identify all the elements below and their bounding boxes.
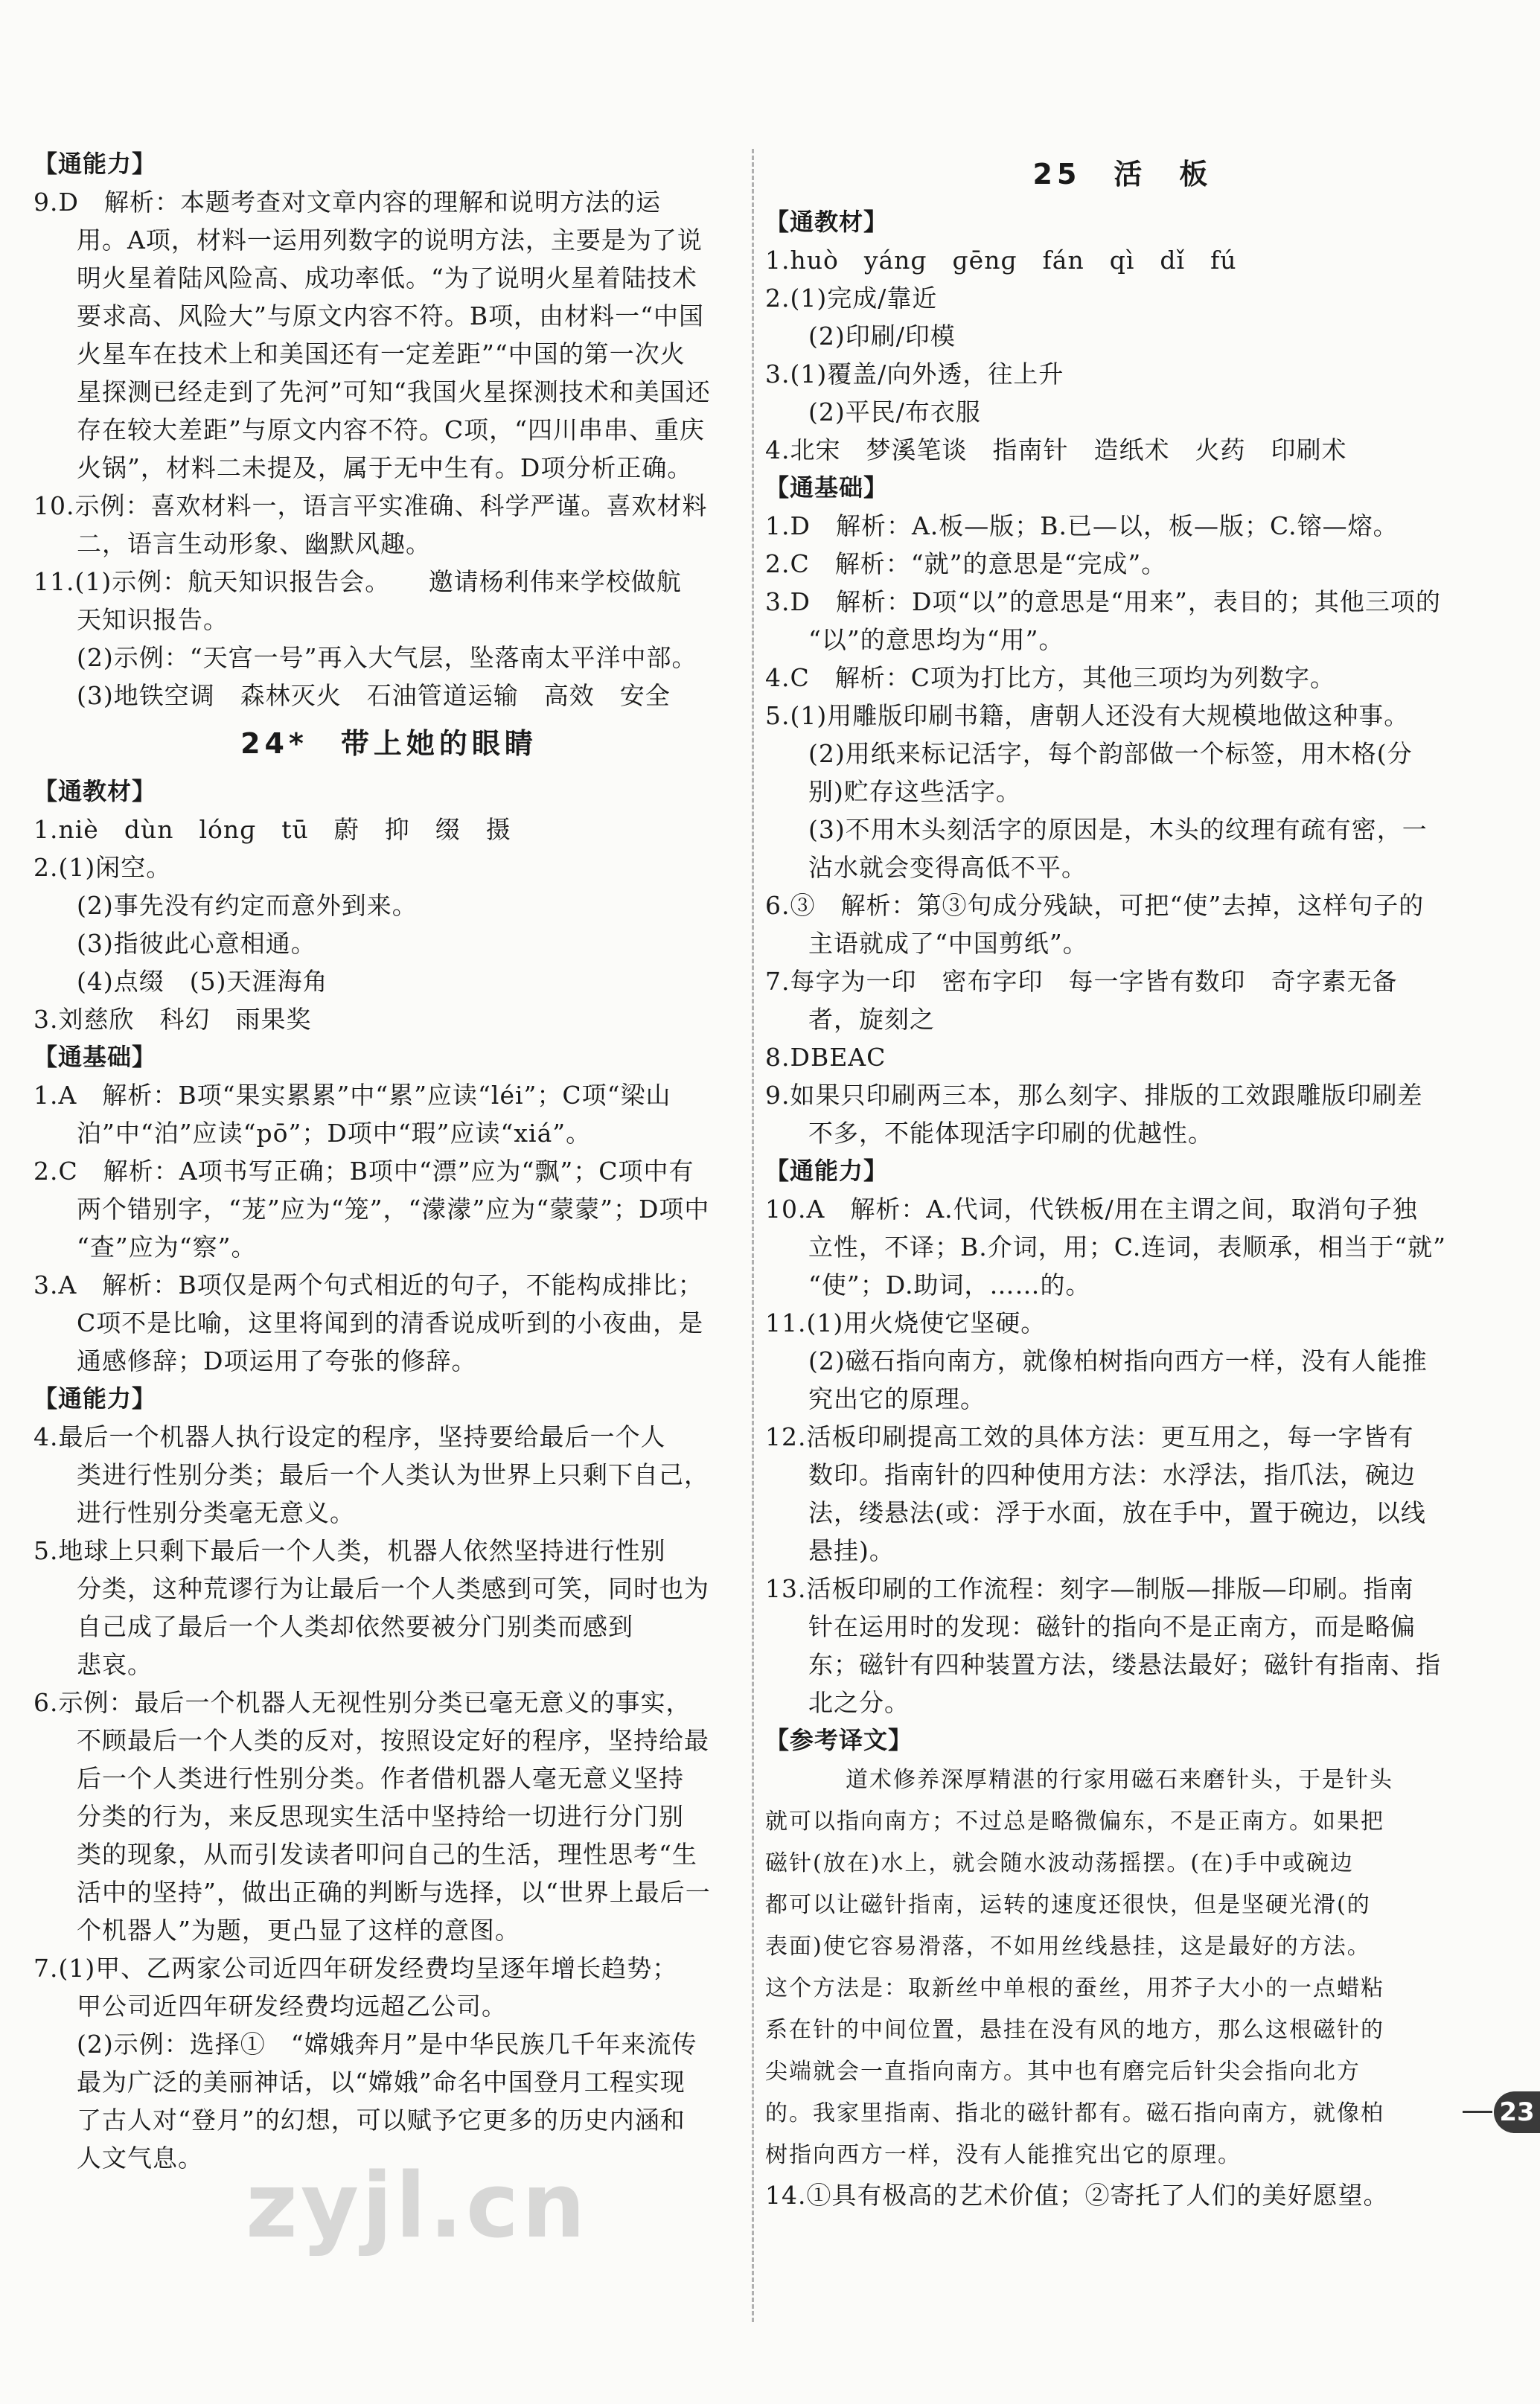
text-line: 5.(1)用雕版印刷书籍，唐朝人还没有大规模地做这种事。: [765, 701, 1410, 730]
text-line: 1.huò yánɡ ɡēnɡ fán qì dǐ fú: [765, 246, 1237, 275]
text-line: 5.地球上只剩下最后一个人类，机器人依然坚持进行性别: [33, 1536, 666, 1565]
text-line: 4.最后一个机器人执行设定的程序，坚持要给最后一个人: [33, 1422, 666, 1451]
text-line: 针在运用时的发现：磁针的指向不是正南方，而是略偏: [808, 1612, 1416, 1641]
text-line: 立性，不译；B.介词，用；C.连词，表顺承，相当于“就”: [808, 1233, 1447, 1262]
text-line: 10.示例：喜欢材料一，语言平实准确、科学严谨。喜欢材料: [33, 491, 708, 520]
text-line: 11.(1)用火烧使它坚硬。: [765, 1308, 1047, 1337]
text-line: 1.niè dùn lónɡ tū 蔚 抑 缀 摄: [33, 815, 511, 844]
page-number-dash: [1463, 2111, 1492, 2113]
text-line: 星探测已经走到了先河”可知“我国火星探测技术和美国还: [77, 377, 711, 406]
left-column: [33, 145, 744, 2177]
text-line: (3)地铁空调 森林灭火 石油管道运输 高效 安全: [77, 681, 671, 710]
translation-line: 道术修养深厚精湛的行家用磁石来磨针头，于是针头: [798, 1767, 1393, 1793]
section-tag: 【通能力】: [33, 1384, 157, 1413]
text-line: 悲哀。: [77, 1650, 153, 1679]
text-line: 了古人对“登月”的幻想，可以赋予它更多的历史内涵和: [77, 2106, 686, 2135]
text-line: 10.A 解析：A.代词，代铁板/用在主谓之间，取消句子独: [765, 1195, 1418, 1224]
translation-line: 系在针的中间位置，悬挂在没有风的地方，那么这根磁针的: [765, 2017, 1384, 2043]
lesson-title: 24* 带上她的眼睛: [240, 727, 537, 760]
text-line: 2.C 解析：“就”的意思是“完成”。: [765, 549, 1167, 578]
translation-line: 就可以指向南方；不过总是略微偏东，不是正南方。如果把: [765, 1809, 1384, 1835]
text-line: 悬挂)。: [808, 1536, 895, 1565]
text-line: 14.①具有极高的艺术价值；②寄托了人们的美好愿望。: [765, 2181, 1389, 2210]
section-tag: 【通教材】: [33, 777, 157, 805]
text-line: 法，缕悬法(或：浮于水面，放在手中，置于碗边，以线: [808, 1498, 1426, 1527]
text-line: 最为广泛的美丽神话，以“嫦娥”命名中国登月工程实现: [77, 2068, 686, 2097]
text-line: 4.C 解析：C项为打比方，其他三项均为列数字。: [765, 663, 1335, 692]
text-line: “查”应为“察”。: [77, 1233, 257, 1262]
text-line: 8.DBEAC: [765, 1043, 886, 1072]
text-line: 2.(1)完成/靠近: [765, 284, 938, 313]
text-line: 明火星着陆风险高、成功率低。“为了说明火星着陆技术: [77, 263, 697, 292]
text-line: 分类的行为，来反思现实生活中坚持给一切进行分门别: [77, 1802, 684, 1831]
text-line: 用。A项，材料一运用列数字的说明方法，主要是为了说: [77, 226, 703, 255]
text-line: 3.A 解析：B项仅是两个句式相近的句子，不能构成排比；: [33, 1270, 703, 1299]
text-line: 1.D 解析：A.板—版；B.已—以，板—版；C.镕—熔。: [765, 511, 1399, 540]
text-line: 后一个人类进行性别分类。作者借机器人毫无意义坚持: [77, 1764, 684, 1793]
text-line: 类的现象，从而引发读者叩问自己的生活，理性思考“生: [77, 1840, 697, 1869]
text-line: (2)示例：选择① “嫦娥奔月”是中华民族几千年来流传: [77, 2030, 697, 2059]
watermark: zyjl.cn: [246, 2155, 589, 2258]
section-tag: 【通基础】: [765, 473, 889, 502]
text-line: (3)指彼此心意相通。: [77, 929, 316, 958]
right-column: [765, 145, 1480, 2214]
text-line: 存在较大差距”与原文内容不符。C项，“四川串串、重庆: [77, 415, 705, 444]
text-line: (2)磁石指向南方，就像柏树指向西方一样，没有人能推: [808, 1346, 1428, 1375]
text-line: 者，旋刻之: [808, 1005, 935, 1034]
text-line: 6.示例：最后一个机器人无视性别分类已毫无意义的事实，: [33, 1688, 691, 1717]
translation-line: 树指向西方一样，没有人能推究出它的原理。: [765, 2142, 1242, 2168]
translation-line: 的。我家里指南、指北的磁针都有。磁石指向南方，就像柏: [765, 2100, 1384, 2126]
text-line: 自己成了最后一个人类却依然要被分门别类而感到: [77, 1612, 633, 1641]
text-line: 主语就成了“中国剪纸”。: [808, 929, 1088, 958]
text-line: (2)用纸来标记活字，每个韵部做一个标签，用木格(分: [808, 739, 1413, 768]
text-line: 13.活板印刷的工作流程：刻字—制版—排版—印刷。指南: [765, 1574, 1414, 1603]
text-line: 东；磁针有四种装置方法，缕悬法最好；磁针有指南、指: [808, 1650, 1441, 1679]
text-line: 分类，这种荒谬行为让最后一个人类感到可笑，同时也为: [77, 1574, 709, 1603]
text-line: 个机器人”为题，更凸显了这样的意图。: [77, 1916, 520, 1945]
text-line: 1.A 解析：B项“果实累累”中“累”应读“léi”；C项“梁山: [33, 1081, 671, 1110]
text-line: “使”；D.助词，……的。: [808, 1270, 1091, 1299]
text-line: 沾水就会变得高低不平。: [808, 853, 1087, 882]
text-line: 11.(1)示例：航天知识报告会。 邀请杨利伟来学校做航: [33, 567, 682, 596]
text-line: 7.每字为一印 密布字印 每一字皆有数印 奇字素无备: [765, 967, 1398, 996]
text-line: 9.如果只印刷两三本，那么刻字、排版的工效跟雕版印刷差: [765, 1081, 1423, 1110]
translation-line: 磁针(放在)水上，就会随水波动荡摇摆。(在)手中或碗边: [765, 1850, 1354, 1876]
text-line: 2.(1)闲空。: [33, 853, 172, 882]
text-line: 二，语言生动形象、幽默风趣。: [77, 529, 431, 558]
section-tag: 【通教材】: [765, 208, 889, 236]
text-line: 3.(1)覆盖/向外透，往上升: [765, 359, 1064, 389]
text-line: 火锅”，材料二未提及，属于无中生有。D项分析正确。: [77, 453, 693, 482]
section-tag: 【参考译文】: [765, 1726, 913, 1754]
text-line: 3.刘慈欣 科幻 雨果奖: [33, 1005, 312, 1034]
text-line: 9.D 解析：本题考查对文章内容的理解和说明方法的运: [33, 188, 661, 217]
text-line: “以”的意思均为“用”。: [808, 625, 1064, 654]
text-line: (3)不用木头刻活字的原因是，木头的纹理有疏有密，一: [808, 815, 1428, 844]
text-line: C项不是比喻，这里将闻到的清香说成听到的小夜曲，是: [77, 1308, 704, 1337]
text-line: 12.活板印刷提高工效的具体方法：更互用之，每一字皆有: [765, 1422, 1414, 1451]
text-line: 天知识报告。: [77, 605, 229, 634]
text-line: (2)示例：“天宫一号”再入大气层，坠落南太平洋中部。: [77, 643, 697, 672]
section-tag: 【通能力】: [765, 1157, 889, 1185]
text-line: 甲公司近四年研发经费均远超乙公司。: [77, 1992, 507, 2021]
text-line: 两个错别字，“茏”应为“笼”，“濛濛”应为“蒙蒙”；D项中: [77, 1195, 710, 1224]
text-line: 别)贮存这些活字。: [808, 777, 1021, 806]
text-line: 4.北宋 梦溪笔谈 指南针 造纸术 火药 印刷术: [765, 435, 1347, 464]
translation-line: 都可以让磁针指南，运转的速度还很快，但是坚硬光滑(的: [765, 1892, 1371, 1918]
text-line: 7.(1)甲、乙两家公司近四年研发经费均呈逐年增长趋势；: [33, 1954, 678, 1983]
text-line: 火星车在技术上和美国还有一定差距”“中国的第一次火: [77, 339, 686, 368]
text-line: 6.③ 解析：第③句成分残缺，可把“使”去掉，这样句子的: [765, 891, 1425, 920]
text-line: 不顾最后一个人类的反对，按照设定好的程序，坚持给最: [77, 1726, 709, 1755]
text-line: (2)印刷/印模: [808, 322, 956, 351]
translation-line: 表面)使它容易滑落，不如用丝线悬挂，这是最好的方法。: [765, 1934, 1371, 1960]
translation-line: 这个方法是：取新丝中单根的蚕丝，用芥子大小的一点蜡粘: [765, 1975, 1384, 2001]
text-line: 泊”中“泊”应读“pō”；D项中“瑕”应读“xiá”。: [77, 1119, 592, 1148]
translation-line: 尖端就会一直指向南方。其中也有磨完后针尖会指向北方: [765, 2059, 1361, 2085]
text-line: 活中的坚持”，做出正确的判断与选择，以“世界上最后一: [77, 1878, 711, 1907]
text-line: 进行性别分类毫无意义。: [77, 1498, 355, 1527]
section-tag: 【通基础】: [33, 1043, 157, 1071]
text-line: 类进行性别分类；最后一个人类认为世界上只剩下自己，: [77, 1460, 709, 1489]
text-line: (2)平民/布衣服: [808, 397, 981, 426]
text-line: 不多，不能体现活字印刷的优越性。: [808, 1119, 1213, 1148]
text-line: 通感修辞；D项运用了夸张的修辞。: [77, 1346, 477, 1375]
text-line: 究出它的原理。: [808, 1384, 985, 1413]
text-line: (4)点缀 (5)天涯海角: [77, 967, 328, 996]
column-divider: [752, 149, 754, 2322]
section-tag: 【通能力】: [33, 150, 157, 178]
text-line: 要求高、风险大”与原文内容不符。B项，由材料一“中国: [77, 301, 704, 330]
text-line: (2)事先没有约定而意外到来。: [77, 891, 418, 920]
text-line: 数印。指南针的四种使用方法：水浮法，指爪法，碗边: [808, 1460, 1416, 1489]
text-line: 3.D 解析：D项“以”的意思是“用来”，表目的；其他三项的: [765, 587, 1441, 616]
page-number: 23: [1494, 2091, 1540, 2133]
text-line: 2.C 解析：A项书写正确；B项中“漂”应为“飘”；C项中有: [33, 1157, 694, 1186]
text-line: 人文气息。: [77, 2144, 203, 2173]
text-line: 北之分。: [808, 1688, 910, 1717]
lesson-title: 25 活 板: [1032, 158, 1212, 191]
